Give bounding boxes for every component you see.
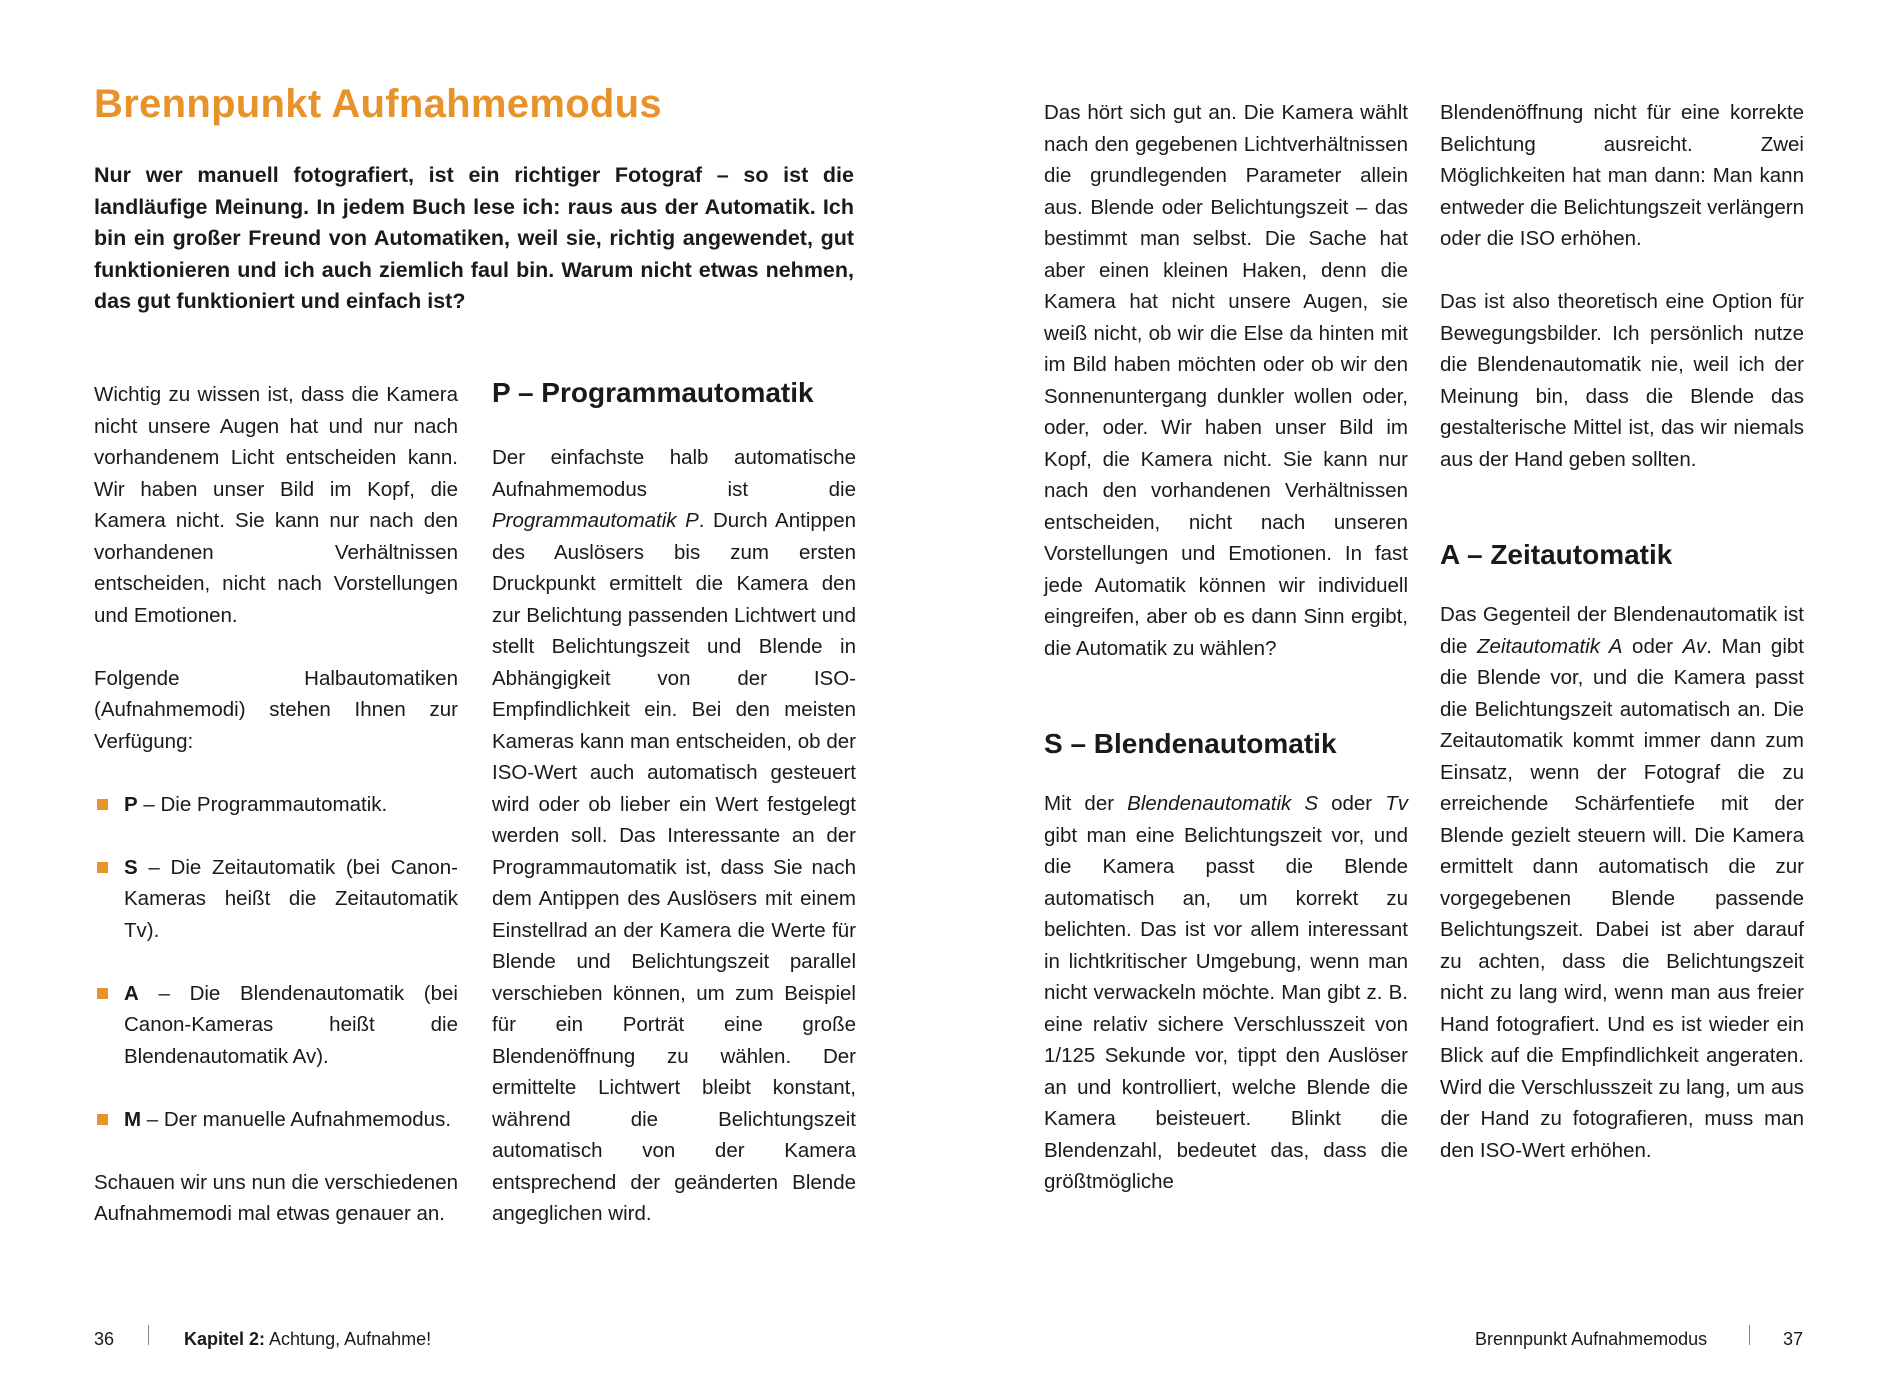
list-item-p: P – Die Programmautomatik. bbox=[94, 789, 458, 821]
heading-blendenautomatik: S – Blendenautomatik bbox=[1044, 728, 1337, 759]
right-page bbox=[945, 0, 1890, 1400]
footer-running-head: Brennpunkt Aufnahmemodus bbox=[1475, 1329, 1708, 1349]
col1-paragraph-3: Schauen wir uns nun die verschiedenen Aufnahmemodi mal etwas genauer an. bbox=[94, 1170, 458, 1225]
col3-paragraph-1: Das hört sich gut an. Die Kamera wählt nach den gegebenen Lichtverhältnissen die grundlegenden Parameter allein aus. Blende oder Belichtungszeit – das bestimmt man selbst. Die Sache hat aber einen kleinen Haken, denn die Kamera hat nicht unsere Augen, sie weiß nicht, ob wir die Else da hinten mit im Bild haben möchten oder ob wir den Sonnenuntergang dunkler wollen oder, oder, oder. Wir haben unser Bild im Kopf, die Kamera nicht. Sie kann nur nach den vorhandenen Verhältnissen entscheiden, nicht nach unseren Vorstellungen und Emotionen. In fast jede Automatik können wir individuell eingreifen, aber ob es dann Sinn ergibt, die Automatik zu wählen? bbox=[1044, 101, 1408, 660]
bullet-square-icon bbox=[97, 799, 108, 810]
bullet-square-icon bbox=[97, 988, 108, 999]
footer-page-number-right: 37 bbox=[1783, 1329, 1804, 1349]
mode-list bbox=[94, 789, 458, 1136]
heading-zeitautomatik: A – Zeitautomatik bbox=[1440, 539, 1673, 570]
col1-paragraph-1: Wichtig zu wissen ist, dass die Kamera nicht unsere Augen hat und nur nach vorhandenem Licht entscheiden kann. Wir haben unser Bild im Kopf, die Kamera nicht. Sie kann nur nach den vorhandenen Verhältnissen entscheiden, nicht nach Vorstellungen und Emotionen. bbox=[94, 383, 458, 627]
column-2 bbox=[492, 379, 856, 1230]
list-item-s: S – Die Zeitautomatik (bei Canon-Kameras heißt die Zeitautomatik Tv). bbox=[94, 852, 458, 947]
intro-paragraph: Nur wer manuell fotografiert, ist ein richtiger Fotograf – so ist die landläufige Meinung. In jedem Buch lese ich: raus aus der Automatik. Ich bin ein großer Freund von Automatiken, weil sie, richtig angewendet, gut funktionieren und ich auch ziemlich faul bin. Warum nicht etwas nehmen, das gut funktioniert und einfach ist? bbox=[94, 163, 854, 313]
col4-paragraph-1: Blendenöffnung nicht für eine korrekte Belichtung ausreicht. Zwei Möglichkeiten hat man dann: Man kann entweder die Belichtungszeit verlängern oder die ISO erhöhen. bbox=[1440, 101, 1804, 250]
col1-paragraph-2: Folgende Halbautomatiken (Aufnahmemodi) stehen Ihnen zur Verfügung: bbox=[94, 666, 458, 753]
heading-programmautomatik: P – Programmautomatik bbox=[492, 377, 814, 408]
column-4 bbox=[1440, 97, 1804, 1166]
footer-chapter: Kapitel 2: Achtung, Aufnahme! bbox=[184, 1329, 432, 1349]
bullet-square-icon bbox=[97, 1114, 108, 1125]
col2-paragraph-1: Der einfachste halb automatische Aufnahmemodus ist die Programmautomatik P. Durch Antippen des Auslösers bis zum ersten Druckpunkt ermittelt die Kamera den zur Belichtung passenden Lichtwert und stellt Belichtungszeit und Blende in Abhängigkeit von der ISO-Empfindlichkeit ein. Bei den meisten Kameras kann man entscheiden, ob der ISO-Wert auch automatisch gesteuert wird oder ob lieber ein Wert festgelegt werden soll. Das Interessante an der Programmautomatik ist, dass Sie nach dem Antippen des Auslösers mit einem Einstellrad an der Kamera die Werte für Blende und Belichtungszeit parallel verschieben können, um zum Beispiel für ein Porträt eine große Blendenöffnung zu wählen. Der ermittelte Lichtwert bleibt konstant, während die Belichtungszeit automatisch von der Kamera entsprechend der geänderten Blende angeglichen wird. bbox=[492, 446, 856, 1225]
page-title: Brennpunkt Aufnahmemodus bbox=[94, 82, 662, 126]
column-3 bbox=[1044, 97, 1408, 1198]
footer-separator-right bbox=[1749, 1325, 1750, 1345]
col4-paragraph-3: Das Gegenteil der Blendenautomatik ist die Zeitautomatik A oder Av. Man gibt die Blende vor, und die Kamera passt die Belichtungszeit automatisch an. Die Zeitautomatik kommt immer dann zum Einsatz, wenn der Fotograf die zu erreichende Schärfentiefe mit der Blende gezielt steuern will. Die Kamera ermittelt dann automatisch die zur vorgegebenen Blende passende Belichtungszeit. Dabei ist aber darauf zu achten, dass die Belichtungszeit nicht zu lang wird, wenn man aus freier Hand fotografiert. Und es ist wieder ein Blick auf die Empfindlichkeit angeraten. Wird die Verschlusszeit zu lang, um aus der Hand zu fotografieren, muss man den ISO-Wert erhöhen. bbox=[1440, 603, 1804, 1162]
footer-separator-left bbox=[148, 1325, 149, 1345]
col3-paragraph-2: Mit der Blendenautomatik S oder Tv gibt man eine Belichtungszeit vor, und die Kamera passt die Blende automatisch an, um korrekt zu belichten. Das ist vor allem interessant in lichtkritischer Umgebung, wenn man nicht verwackeln möchte. Man gibt z. B. eine relativ sichere Verschlusszeit von 1/125 Sekunde vor, tippt den Auslöser an und kontrolliert, welche Blende die Kamera beisteuert. Blinkt die Blendenzahl, bedeutet das, dass die größtmögliche bbox=[1044, 792, 1408, 1193]
bullet-square-icon bbox=[97, 862, 108, 873]
column-1 bbox=[94, 379, 458, 1230]
col4-paragraph-2: Das ist also theoretisch eine Option für Bewegungsbilder. Ich persönlich nutze die Blendenautomatik nie, weil ich der Meinung bin, dass die Blende das gestalterische Mittel ist, das wir niemals aus der Hand geben sollten. bbox=[1440, 290, 1804, 471]
list-item-a: A – Die Blendenautomatik (bei Canon-Kameras heißt die Blendenautomatik Av). bbox=[94, 978, 458, 1073]
list-item-m: M – Der manuelle Aufnahmemodus. bbox=[94, 1104, 458, 1136]
footer-page-number-left: 36 bbox=[94, 1329, 115, 1349]
